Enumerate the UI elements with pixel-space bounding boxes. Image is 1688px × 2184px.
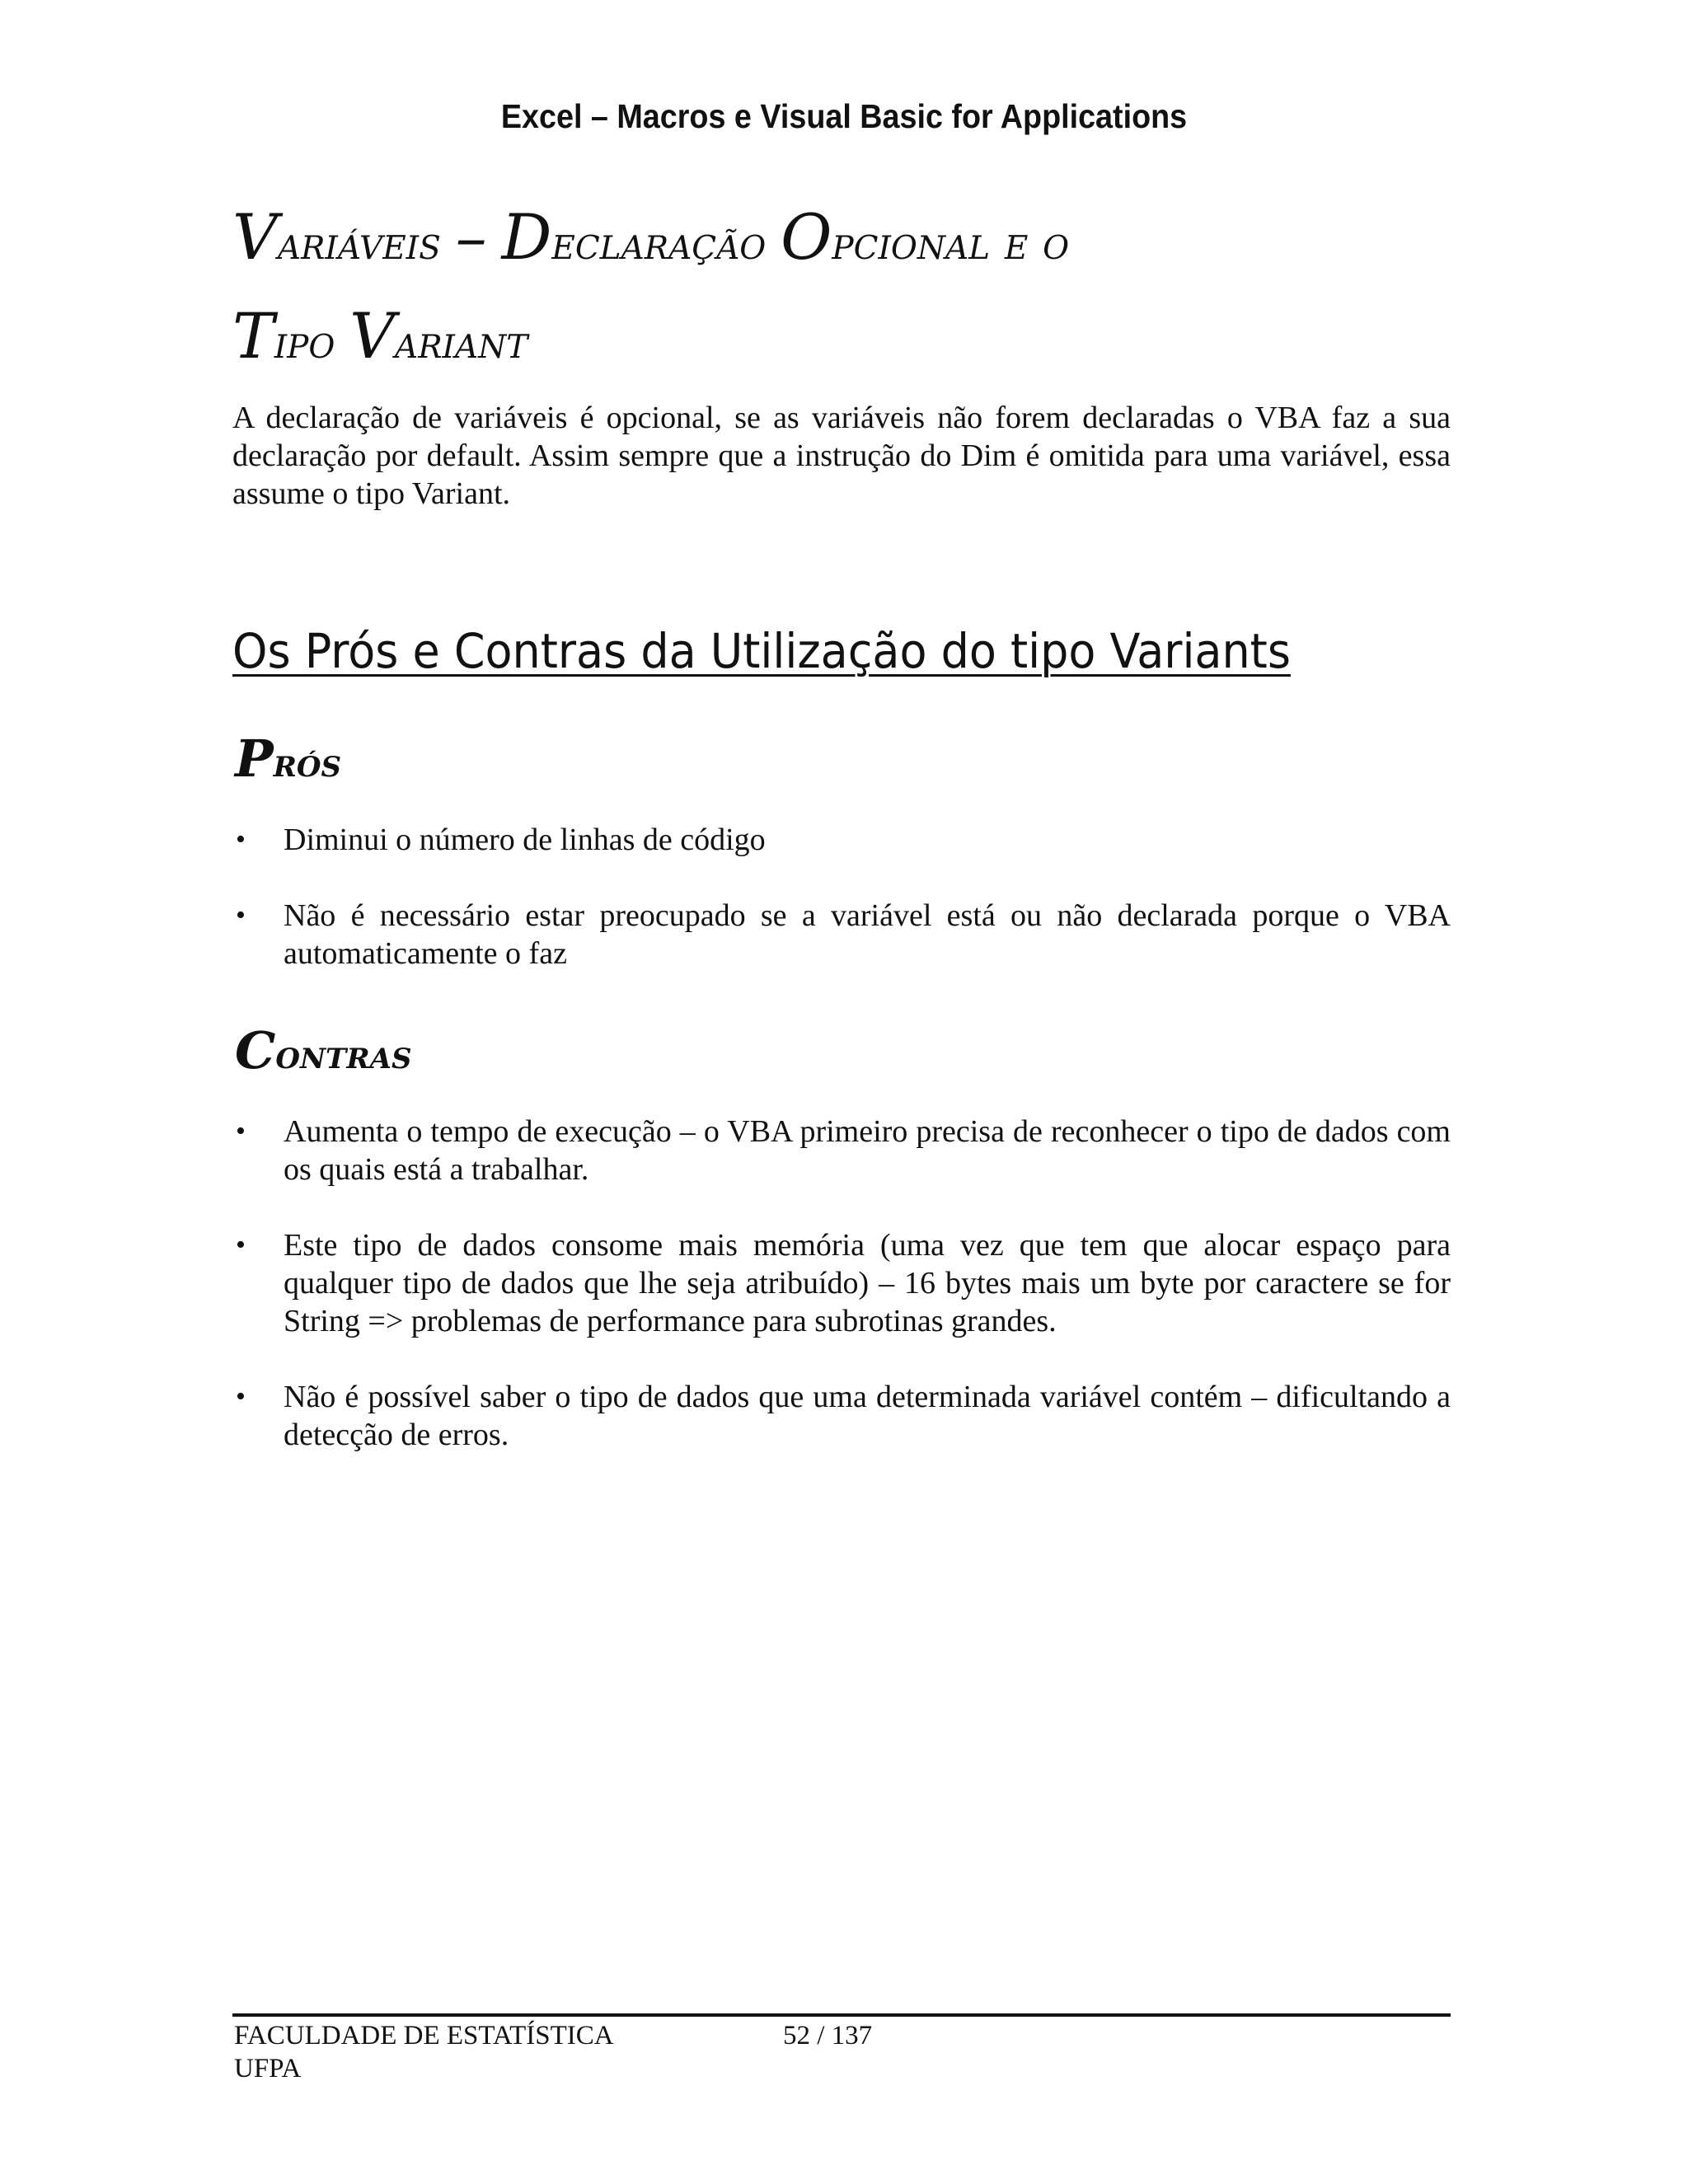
footer-university: UFPA [234, 2054, 302, 2083]
list-item: • Diminui o número de linhas de código [236, 823, 766, 857]
title-line-2: Tipo Variant [232, 299, 528, 373]
pros-list [232, 821, 1451, 972]
list-item: • Não é necessário estar preocupado se a variável está ou não declarada porque o VBA automaticamente o faz [236, 898, 1451, 971]
footer-faculty: FACULDADE DE ESTATÍSTICA [234, 2021, 614, 2050]
list-item: • Não é possível saber o tipo de dados que uma determinada variável contém – dificultando a detecção de erros. [236, 1380, 1451, 1452]
page-title [232, 191, 1469, 389]
bullet-icon: • [236, 1116, 246, 1146]
contras-list [232, 1113, 1451, 1454]
list-item: • Aumenta o tempo de execução – o VBA primeiro precisa de reconhecer o tipo de dados com os quais está a trabalhar. [236, 1114, 1451, 1187]
bullet-icon: • [236, 1381, 246, 1412]
section-heading: Os Prós e Contras da Utilização do tipo Variants [232, 623, 1291, 679]
bullet-icon: • [236, 1230, 246, 1260]
intro-paragraph: A declaração de variáveis é opcional, se as variáveis não forem declaradas o VBA faz a sua declaração por default. Assim sempre que a instrução do Dim é omitida para uma variável, essa assume o tipo Variant. [232, 401, 1451, 511]
bullet-icon: • [236, 824, 246, 855]
footer-institution [234, 2019, 614, 2085]
page-header: Excel – Macros e Visual Basic for Applications [500, 97, 1188, 135]
page-number: 52 / 137 [783, 2021, 873, 2050]
bullet-icon: • [236, 900, 246, 930]
contras-heading: Contras [235, 1020, 412, 1080]
list-item: • Este tipo de dados consome mais memória (uma vez que tem que alocar espaço para qualquer tipo de dados que lhe seja atribuído) – 16 bytes mais um byte por caractere se for String => problemas de performance para subrotinas grandes. [236, 1228, 1451, 1338]
footer-divider [232, 2013, 1451, 2017]
title-line-1: Variáveis – Declaração Opcional e o [232, 200, 1070, 274]
pros-heading: Prós [235, 729, 342, 789]
